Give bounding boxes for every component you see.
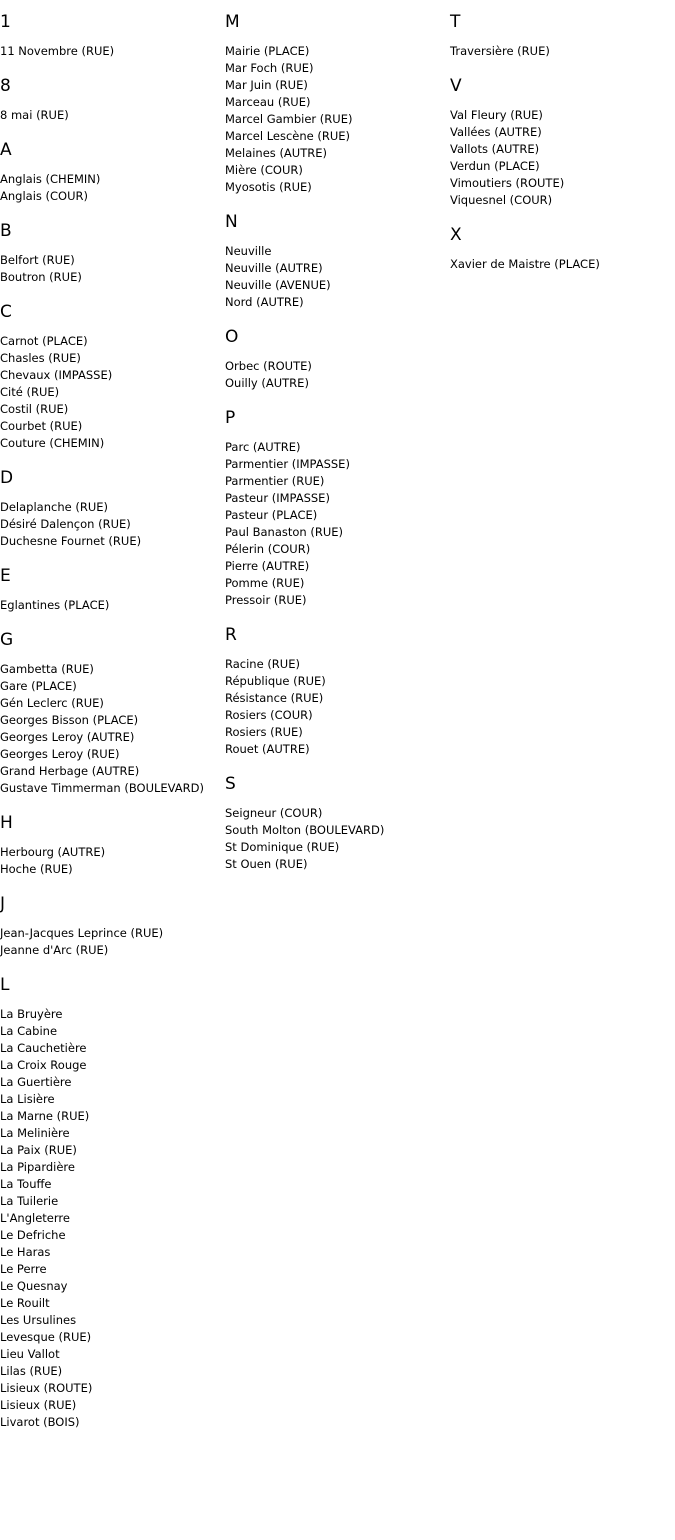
- letter-heading: G: [0, 630, 14, 650]
- street-item[interactable]: La Croix Rouge: [0, 1058, 87, 1072]
- street-item[interactable]: Verdun (PLACE): [450, 159, 540, 173]
- street-item[interactable]: Mière (COUR): [225, 163, 303, 177]
- street-item[interactable]: Nord (AUTRE): [225, 295, 304, 309]
- street-item[interactable]: Paul Banaston (RUE): [225, 525, 344, 539]
- letter-section: [450, 76, 675, 209]
- letter-heading: X: [450, 225, 462, 245]
- street-list: [0, 844, 225, 878]
- letter-section: [225, 625, 450, 758]
- letter-heading: L: [0, 975, 10, 995]
- street-item[interactable]: Mar Juin (RUE): [225, 78, 308, 92]
- letter-section: [0, 975, 225, 1431]
- letter-section: [225, 12, 450, 196]
- street-item[interactable]: Parmentier (RUE): [225, 474, 325, 488]
- street-item[interactable]: Mar Foch (RUE): [225, 61, 314, 75]
- street-item[interactable]: Duchesne Fournet (RUE): [0, 534, 142, 548]
- street-item[interactable]: Vallots (AUTRE): [450, 142, 540, 156]
- street-item[interactable]: Lisieux (ROUTE): [0, 1381, 93, 1395]
- street-item[interactable]: Marceau (RUE): [225, 95, 311, 109]
- letter-heading: 1: [0, 12, 11, 32]
- street-item[interactable]: La Pipardière: [0, 1160, 75, 1174]
- letter-heading: H: [0, 813, 13, 833]
- street-item[interactable]: La Bruyère: [0, 1007, 63, 1021]
- street-item[interactable]: Hoche (RUE): [0, 862, 73, 876]
- letter-section: [450, 12, 675, 60]
- street-item[interactable]: Traversière (RUE): [450, 44, 550, 58]
- street-list: [0, 499, 225, 550]
- letter-heading: B: [0, 221, 12, 241]
- letter-heading: C: [0, 302, 12, 322]
- street-item[interactable]: Racine (RUE): [225, 657, 300, 671]
- street-item[interactable]: Delaplanche (RUE): [0, 500, 108, 514]
- street-item[interactable]: Parmentier (IMPASSE): [225, 457, 350, 471]
- street-item[interactable]: Jeanne d'Arc (RUE): [0, 943, 109, 957]
- letter-section: [225, 408, 450, 609]
- street-item[interactable]: Parc (AUTRE): [225, 440, 301, 454]
- letter-heading: N: [225, 212, 238, 232]
- street-item[interactable]: Pasteur (IMPASSE): [225, 491, 330, 505]
- street-item[interactable]: Marcel Gambier (RUE): [225, 112, 353, 126]
- street-item[interactable]: Pomme (RUE): [225, 576, 305, 590]
- street-item[interactable]: La Cauchetière: [0, 1041, 87, 1055]
- street-item[interactable]: South Molton (BOULEVARD): [225, 823, 385, 837]
- street-item[interactable]: St Ouen (RUE): [225, 857, 308, 871]
- letter-section: [0, 813, 225, 878]
- street-list: [0, 252, 225, 286]
- street-item[interactable]: Orbec (ROUTE): [225, 359, 312, 373]
- letter-section: [0, 302, 225, 452]
- street-column-3: [450, 0, 675, 289]
- letter-section: [0, 221, 225, 286]
- street-item[interactable]: Chasles (RUE): [0, 351, 81, 365]
- letter-section: [0, 566, 225, 614]
- letter-heading: D: [0, 468, 14, 488]
- street-item[interactable]: La Paix (RUE): [0, 1143, 77, 1157]
- street-list: [225, 358, 450, 392]
- street-item[interactable]: Levesque (RUE): [0, 1330, 92, 1344]
- street-item[interactable]: Belfort (RUE): [0, 253, 75, 267]
- street-item[interactable]: Georges Bisson (PLACE): [0, 713, 139, 727]
- street-item[interactable]: Val Fleury (RUE): [450, 108, 543, 122]
- letter-heading: P: [225, 408, 236, 428]
- street-item[interactable]: Eglantines (PLACE): [0, 598, 110, 612]
- street-item[interactable]: La Melinière: [0, 1126, 70, 1140]
- street-item[interactable]: Anglais (COUR): [0, 189, 89, 203]
- street-list: [0, 1006, 225, 1431]
- street-item[interactable]: Rosiers (COUR): [225, 708, 313, 722]
- street-item[interactable]: Mairie (PLACE): [225, 44, 310, 58]
- street-item[interactable]: Gén Leclerc (RUE): [0, 696, 104, 710]
- letter-section: [0, 76, 225, 124]
- street-list: [0, 333, 225, 452]
- street-item[interactable]: La Guertière: [0, 1075, 72, 1089]
- street-item[interactable]: Le Rouilt: [0, 1296, 50, 1310]
- street-list: [450, 107, 675, 209]
- letter-section: [225, 327, 450, 392]
- street-item[interactable]: Résistance (RUE): [225, 691, 324, 705]
- street-item[interactable]: Le Defriche: [0, 1228, 66, 1242]
- street-item[interactable]: Les Ursulines: [0, 1313, 77, 1327]
- letter-heading: 8: [0, 76, 11, 96]
- street-list: [225, 439, 450, 609]
- street-item[interactable]: Rosiers (RUE): [225, 725, 303, 739]
- letter-heading: A: [0, 140, 12, 160]
- street-list: [225, 656, 450, 758]
- street-item[interactable]: Pasteur (PLACE): [225, 508, 318, 522]
- street-item[interactable]: Lieu Vallot: [0, 1347, 60, 1361]
- letter-section: [0, 894, 225, 959]
- letter-section: [0, 468, 225, 550]
- street-item[interactable]: Rouet (AUTRE): [225, 742, 310, 756]
- street-item[interactable]: Viquesnel (COUR): [450, 193, 553, 207]
- street-item[interactable]: Courbet (RUE): [0, 419, 83, 433]
- street-item[interactable]: Gare (PLACE): [0, 679, 77, 693]
- street-list: [0, 171, 225, 205]
- street-item[interactable]: Costil (RUE): [0, 402, 69, 416]
- street-item[interactable]: Pierre (AUTRE): [225, 559, 310, 573]
- street-item[interactable]: La Tuilerie: [0, 1194, 59, 1208]
- street-item[interactable]: 11 Novembre (RUE): [0, 44, 115, 58]
- street-item[interactable]: Cité (RUE): [0, 385, 60, 399]
- street-column-2: [225, 0, 450, 889]
- street-list: [225, 43, 450, 196]
- street-item[interactable]: St Dominique (RUE): [225, 840, 340, 854]
- street-column-1: [0, 0, 225, 1447]
- street-list: [0, 925, 225, 959]
- street-item[interactable]: Georges Leroy (RUE): [0, 747, 120, 761]
- letter-section: [0, 630, 225, 797]
- street-item[interactable]: Lilas (RUE): [0, 1364, 63, 1378]
- street-item[interactable]: Pélerin (COUR): [225, 542, 311, 556]
- letter-section: [225, 774, 450, 873]
- street-item[interactable]: Couture (CHEMIN): [0, 436, 105, 450]
- letter-heading: M: [225, 12, 240, 32]
- letter-heading: R: [225, 625, 237, 645]
- street-item[interactable]: La Touffe: [0, 1177, 52, 1191]
- street-item[interactable]: La Cabine: [0, 1024, 58, 1038]
- street-item[interactable]: Xavier de Maistre (PLACE): [450, 257, 600, 271]
- street-list: [0, 661, 225, 797]
- street-item[interactable]: République (RUE): [225, 674, 326, 688]
- street-item[interactable]: Vimoutiers (ROUTE): [450, 176, 565, 190]
- street-item[interactable]: Jean-Jacques Leprince (RUE): [0, 926, 164, 940]
- street-item[interactable]: Chevaux (IMPASSE): [0, 368, 113, 382]
- street-item[interactable]: L'Angleterre: [0, 1211, 70, 1225]
- street-list: [0, 107, 225, 124]
- letter-section: [0, 140, 225, 205]
- street-item[interactable]: Gustave Timmerman (BOULEVARD): [0, 781, 204, 795]
- letter-section: [225, 212, 450, 311]
- street-item[interactable]: La Lisière: [0, 1092, 55, 1106]
- street-item[interactable]: Livarot (BOIS): [0, 1415, 80, 1429]
- street-item[interactable]: Georges Leroy (AUTRE): [0, 730, 135, 744]
- street-list: [0, 597, 225, 614]
- street-item[interactable]: Le Perre: [0, 1262, 47, 1276]
- letter-section: [0, 12, 225, 60]
- street-item[interactable]: La Marne (RUE): [0, 1109, 90, 1123]
- letter-heading: O: [225, 327, 239, 347]
- street-item[interactable]: Le Haras: [0, 1245, 51, 1259]
- letter-section: [450, 225, 675, 273]
- street-item[interactable]: Neuville: [225, 244, 272, 258]
- street-item[interactable]: Boutron (RUE): [0, 270, 82, 284]
- street-list: [0, 43, 225, 60]
- street-item[interactable]: Carnot (PLACE): [0, 334, 88, 348]
- letter-heading: J: [0, 894, 6, 914]
- letter-heading: E: [0, 566, 11, 586]
- street-item[interactable]: Marcel Lescène (RUE): [225, 129, 351, 143]
- street-list: [225, 243, 450, 311]
- letter-heading: T: [450, 12, 461, 32]
- street-item[interactable]: Anglais (CHEMIN): [0, 172, 101, 186]
- street-item[interactable]: Neuville (AVENUE): [225, 278, 331, 292]
- street-item[interactable]: Herbourg (AUTRE): [0, 845, 106, 859]
- street-item[interactable]: Myosotis (RUE): [225, 180, 312, 194]
- street-item[interactable]: Melaines (AUTRE): [225, 146, 327, 160]
- street-list: [450, 256, 675, 273]
- street-item[interactable]: Grand Herbage (AUTRE): [0, 764, 140, 778]
- street-item[interactable]: Lisieux (RUE): [0, 1398, 77, 1412]
- street-item[interactable]: Seigneur (COUR): [225, 806, 323, 820]
- street-list: [225, 805, 450, 873]
- street-item[interactable]: 8 mai (RUE): [0, 108, 69, 122]
- street-item[interactable]: Le Quesnay: [0, 1279, 68, 1293]
- street-item[interactable]: Vallées (AUTRE): [450, 125, 542, 139]
- street-item[interactable]: Gambetta (RUE): [0, 662, 94, 676]
- street-item[interactable]: Désiré Dalençon (RUE): [0, 517, 131, 531]
- street-item[interactable]: Pressoir (RUE): [225, 593, 307, 607]
- letter-heading: V: [450, 76, 462, 96]
- street-item[interactable]: Ouilly (AUTRE): [225, 376, 309, 390]
- street-item[interactable]: Neuville (AUTRE): [225, 261, 323, 275]
- street-list: [450, 43, 675, 60]
- letter-heading: S: [225, 774, 236, 794]
